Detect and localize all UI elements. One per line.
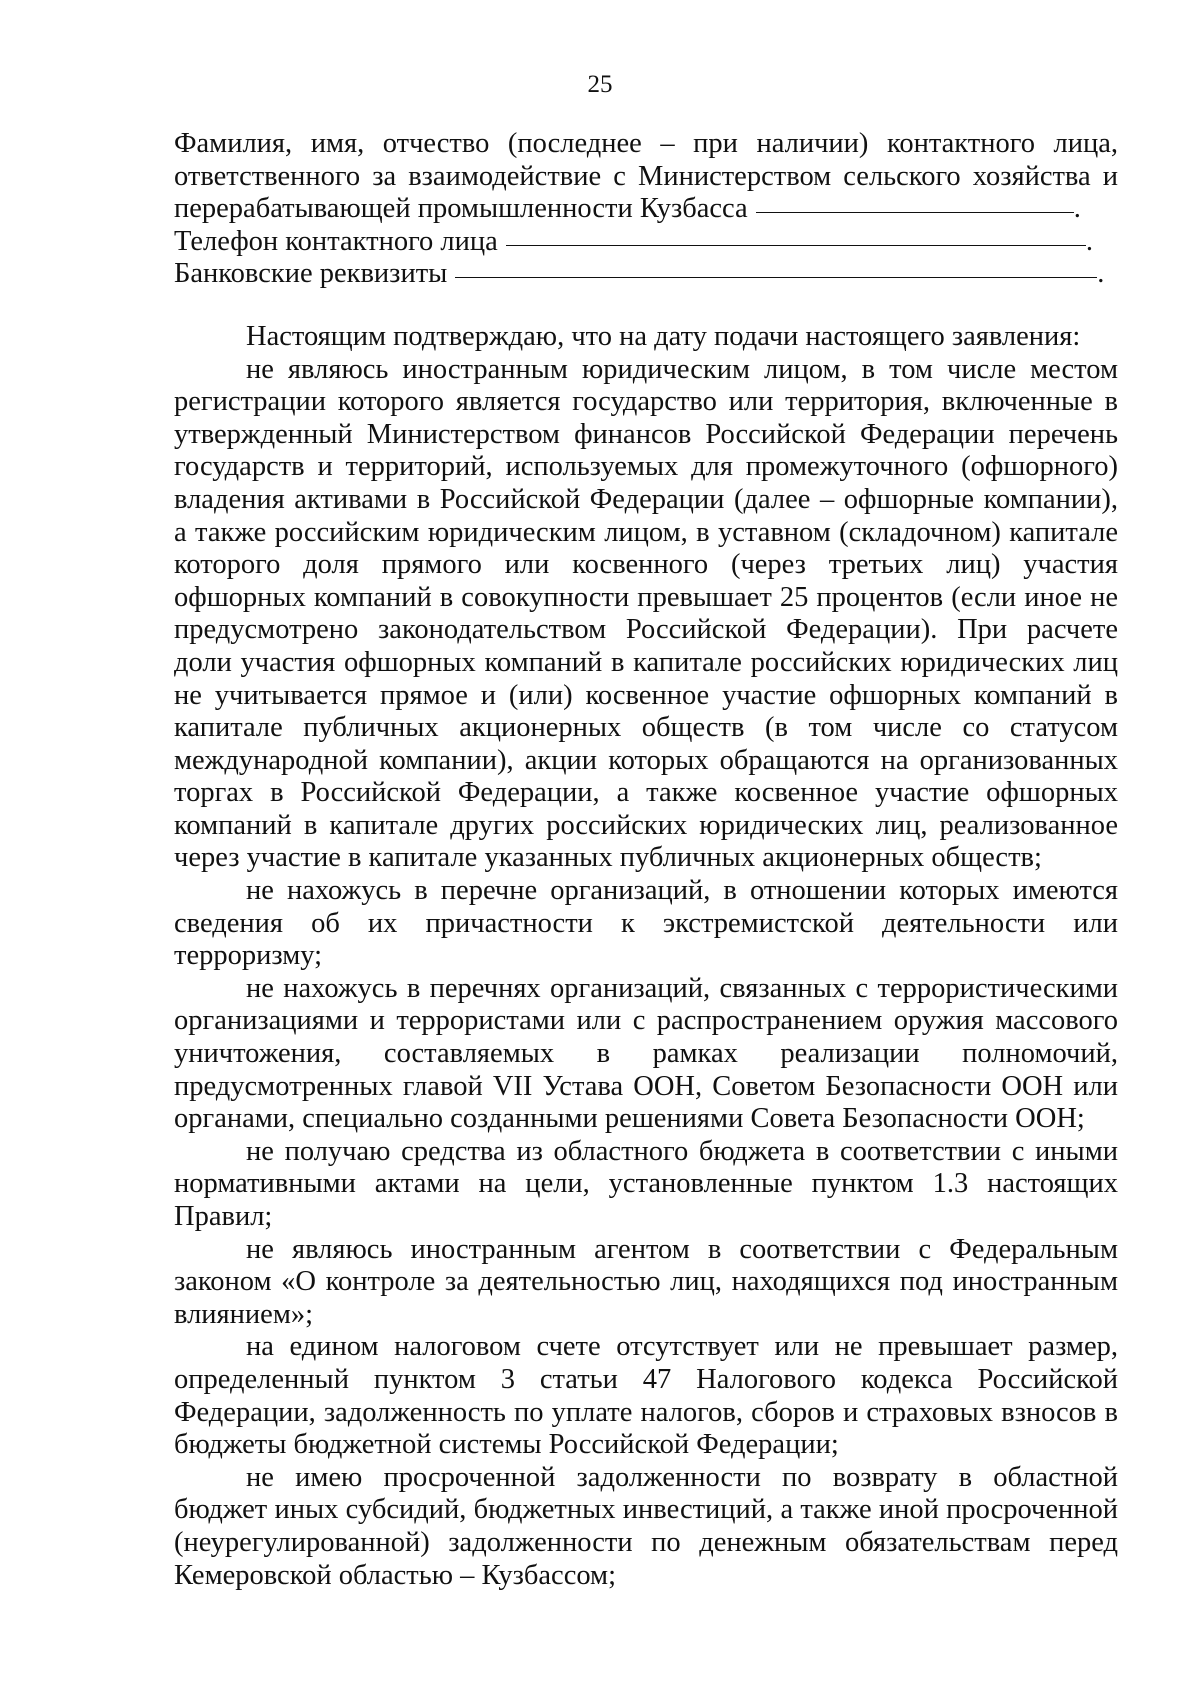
contact-phone-label: Телефон контактного лица: [174, 225, 498, 257]
contact-phone-field: Телефон контактного лица .: [174, 225, 1093, 257]
paragraph-overdue-debt: не имею просроченной задолженности по возврату в областной бюджет иных субсидий, бюджетных инвестиций, а также иной просроченной (неурегулированной) задолженности по денежным обязательствам перед Кемеровской областью – Кузбассом;: [174, 1461, 1118, 1591]
contact-fio-label: Фамилия, имя, отчество (последнее – при наличии) контактного лица, ответственного за взаимодействие с Министерством сельского хозяйства и перерабатывающей промышленности Кузбасса: [174, 128, 1118, 225]
bank-details-label: Банковские реквизиты: [174, 258, 448, 290]
page-number: 25: [587, 71, 613, 98]
bank-details-field: Банковские реквизиты .: [174, 258, 1105, 290]
paragraph-terrorism: не нахожусь в перечнях организаций, связанных с террористическими организациями и террористами или с распространением оружия массового уничтожения, составляемых в рамках реализации полномочий, предусмотренных главой VII Устава ООН, Советом Безопасности ООН или органами, специально созданными решениями Совета Безопасности ООН;: [174, 972, 1118, 1135]
paragraph-foreign-agent: не являюсь иностранным агентом в соответствии с Федеральным законом «О контроле за деятельностью лиц, находящихся под иностранным влиянием»;: [174, 1233, 1118, 1330]
contact-block: [174, 128, 1118, 291]
spacer: [174, 291, 1118, 321]
paragraph-extremism: не нахожусь в перечне организаций, в отношении которых имеются сведения об их причастности к экстремистской деятельности или терроризму;: [174, 875, 1118, 972]
document-body: [174, 128, 1118, 1592]
paragraph-budget-funds: не получаю средства из областного бюджета в соответствии с иными нормативными актами на цели, установленные пунктом 1.3 настоящих Правил;: [174, 1135, 1118, 1232]
paragraph-tax-debt: на едином налоговом счете отсутствует или не превышает размер, определенный пунктом 3 статьи 47 Налогового кодекса Российской Федерации, задолженность по уплате налогов, сборов и страховых взносов в бюджеты бюджетной системы Российской Федерации;: [174, 1331, 1118, 1461]
contact-phone-blank[interactable]: [506, 245, 1086, 246]
contact-fio-field: Фамилия, имя, отчество (последнее – при наличии) контактного лица, ответственного за взаимодействие с Министерством сельского хозяйства и перерабатывающей промышленности Кузбасса .: [174, 128, 1118, 225]
contact-fio-blank[interactable]: [756, 212, 1074, 213]
paragraph-offshore: не являюсь иностранным юридическим лицом, в том числе местом регистрации которого является государство или территория, включенные в утвержденный Министерством финансов Российской Федерации перечень государств и территорий, используемых для промежуточного (офшорного) владения активами в Российской Федерации (далее – офшорные компании), а также российским юридическим лицом, в уставном (складочном) капитале которого доля прямого или косвенного (через третьих лиц) участия офшорных компаний в совокупности превышает 25 процентов (если иное не предусмотрено законодательством Российской Федерации). При расчете доли участия офшорных компаний в капитале российских юридических лиц не учитывается прямое и (или) косвенное участие офшорных компаний в капитале публичных акционерных обществ (в том числе со статусом международной компании), акции которых обращаются на организованных торгах в Российской Федерации, а также косвенное участие офшорных компаний в капитале других российских юридических лиц, реализованное через участие в капитале указанных публичных акционерных обществ;: [174, 353, 1118, 874]
bank-details-blank[interactable]: [455, 277, 1097, 278]
intro-paragraph: Настоящим подтверждаю, что на дату подачи настоящего заявления:: [246, 320, 1081, 352]
